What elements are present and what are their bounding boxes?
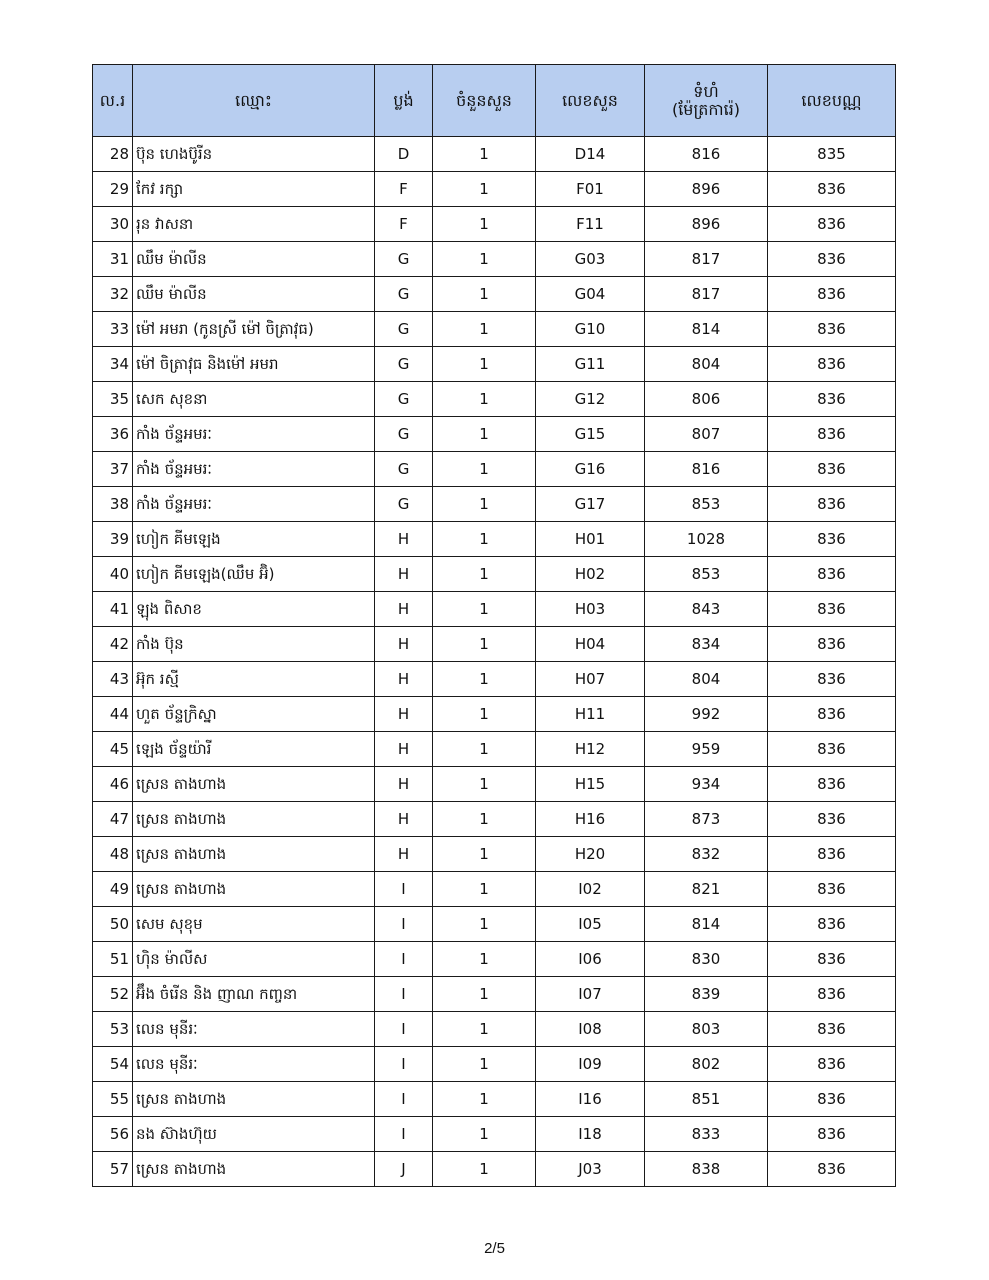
cell-cert-no: 836 — [768, 277, 896, 312]
cell-block: F — [375, 172, 433, 207]
cell-no: 46 — [93, 767, 133, 802]
cell-size: 806 — [645, 382, 768, 417]
cell-no: 43 — [93, 662, 133, 697]
cell-garden-no: G16 — [536, 452, 645, 487]
cell-count: 1 — [433, 732, 536, 767]
cell-cert-no: 836 — [768, 347, 896, 382]
cell-garden-no: I16 — [536, 1082, 645, 1117]
cell-size: 830 — [645, 942, 768, 977]
table-row — [93, 837, 896, 872]
cell-no: 56 — [93, 1117, 133, 1152]
cell-name: ស្រេន តាងហាង — [133, 1082, 375, 1117]
cell-block: H — [375, 697, 433, 732]
cell-garden-no: H02 — [536, 557, 645, 592]
cell-garden-no: I08 — [536, 1012, 645, 1047]
cell-count: 1 — [433, 242, 536, 277]
cell-block: H — [375, 732, 433, 767]
table-row — [93, 417, 896, 452]
cell-count: 1 — [433, 662, 536, 697]
cell-garden-no: H04 — [536, 627, 645, 662]
table-row — [93, 697, 896, 732]
cell-no: 32 — [93, 277, 133, 312]
cell-no: 39 — [93, 522, 133, 557]
cell-no: 33 — [93, 312, 133, 347]
cell-name: សេម សុខុម — [133, 907, 375, 942]
cell-cert-no: 835 — [768, 137, 896, 172]
cell-block: H — [375, 522, 433, 557]
cell-no: 49 — [93, 872, 133, 907]
land-registry-table — [92, 64, 896, 1187]
cell-size: 814 — [645, 907, 768, 942]
cell-garden-no: I05 — [536, 907, 645, 942]
table-row — [93, 732, 896, 767]
cell-block: I — [375, 1012, 433, 1047]
cell-cert-no: 836 — [768, 872, 896, 907]
header-size-label: ទំហំ — [693, 81, 719, 101]
cell-count: 1 — [433, 137, 536, 172]
cell-name: កាំង ប៊ុន — [133, 627, 375, 662]
cell-size: 873 — [645, 802, 768, 837]
table-row — [93, 592, 896, 627]
cell-garden-no: H16 — [536, 802, 645, 837]
cell-garden-no: J03 — [536, 1152, 645, 1187]
cell-count: 1 — [433, 697, 536, 732]
table-row — [93, 312, 896, 347]
cell-name: ឡេង ច័ន្ទយ៉ារី — [133, 732, 375, 767]
cell-size: 853 — [645, 487, 768, 522]
cell-no: 34 — [93, 347, 133, 382]
cell-size: 817 — [645, 242, 768, 277]
cell-size: 843 — [645, 592, 768, 627]
cell-name: លេន មុនីរៈ — [133, 1012, 375, 1047]
cell-cert-no: 836 — [768, 732, 896, 767]
cell-name: អ៊ឹង ចំរើន និង ញាណ កញ្ចនា — [133, 977, 375, 1012]
cell-block: I — [375, 942, 433, 977]
cell-count: 1 — [433, 207, 536, 242]
cell-garden-no: H03 — [536, 592, 645, 627]
cell-count: 1 — [433, 837, 536, 872]
cell-name: ហៀក គីមឡេង — [133, 522, 375, 557]
cell-name: ម៉ៅ ចិត្រាវុធ និងម៉ៅ អមរា — [133, 347, 375, 382]
table-row — [93, 522, 896, 557]
cell-garden-no: G11 — [536, 347, 645, 382]
cell-name: ស្រេន តាងហាង — [133, 767, 375, 802]
cell-name: កែវ រក្សា — [133, 172, 375, 207]
cell-size: 851 — [645, 1082, 768, 1117]
cell-no: 54 — [93, 1047, 133, 1082]
cell-garden-no: I18 — [536, 1117, 645, 1152]
header-cert-no: លេខបណ្ណ — [768, 65, 896, 137]
cell-name: ឈឹម ម៉ាលីន — [133, 242, 375, 277]
cell-count: 1 — [433, 522, 536, 557]
cell-name: ហ៊ិន ម៉ាលីស — [133, 942, 375, 977]
cell-count: 1 — [433, 452, 536, 487]
cell-cert-no: 836 — [768, 767, 896, 802]
cell-no: 29 — [93, 172, 133, 207]
cell-no: 48 — [93, 837, 133, 872]
table-row — [93, 452, 896, 487]
cell-name: ស្រេន តាងហាង — [133, 802, 375, 837]
cell-no: 30 — [93, 207, 133, 242]
cell-cert-no: 836 — [768, 1117, 896, 1152]
cell-size: 816 — [645, 137, 768, 172]
cell-name: រុន វាសនា — [133, 207, 375, 242]
table-row — [93, 872, 896, 907]
header-block: ប្លង់ — [375, 65, 433, 137]
cell-block: H — [375, 837, 433, 872]
cell-count: 1 — [433, 872, 536, 907]
cell-garden-no: H01 — [536, 522, 645, 557]
cell-name: ប៊ុន ហេងប៊ូរីន — [133, 137, 375, 172]
table-row — [93, 1012, 896, 1047]
cell-size: 834 — [645, 627, 768, 662]
cell-size: 802 — [645, 1047, 768, 1082]
cell-cert-no: 836 — [768, 1012, 896, 1047]
cell-block: I — [375, 872, 433, 907]
header-size — [645, 65, 768, 137]
cell-size: 833 — [645, 1117, 768, 1152]
cell-size: 804 — [645, 347, 768, 382]
cell-cert-no: 836 — [768, 837, 896, 872]
cell-cert-no: 836 — [768, 1152, 896, 1187]
header-count: ចំនួនសួន — [433, 65, 536, 137]
cell-count: 1 — [433, 1047, 536, 1082]
cell-block: H — [375, 767, 433, 802]
cell-name: ឈឹម ម៉ាលីន — [133, 277, 375, 312]
table-row — [93, 172, 896, 207]
cell-size: 1028 — [645, 522, 768, 557]
cell-size: 838 — [645, 1152, 768, 1187]
cell-size: 817 — [645, 277, 768, 312]
cell-size: 816 — [645, 452, 768, 487]
cell-no: 40 — [93, 557, 133, 592]
cell-size: 832 — [645, 837, 768, 872]
cell-block: H — [375, 662, 433, 697]
cell-cert-no: 836 — [768, 242, 896, 277]
cell-count: 1 — [433, 592, 536, 627]
cell-block: G — [375, 452, 433, 487]
cell-name: កាំង ច័ន្ទអមរៈ — [133, 452, 375, 487]
header-name: ឈ្មោះ — [133, 65, 375, 137]
cell-name: កាំង ច័ន្ទអមរៈ — [133, 487, 375, 522]
cell-garden-no: H15 — [536, 767, 645, 802]
header-garden-no: លេខសួន — [536, 65, 645, 137]
cell-block: J — [375, 1152, 433, 1187]
cell-cert-no: 836 — [768, 907, 896, 942]
cell-cert-no: 836 — [768, 942, 896, 977]
cell-cert-no: 836 — [768, 662, 896, 697]
cell-name: នង ស៊ាងហ៊ុយ — [133, 1117, 375, 1152]
cell-count: 1 — [433, 1082, 536, 1117]
cell-count: 1 — [433, 627, 536, 662]
table-row — [93, 242, 896, 277]
cell-count: 1 — [433, 172, 536, 207]
cell-count: 1 — [433, 977, 536, 1012]
table-row — [93, 802, 896, 837]
cell-size: 803 — [645, 1012, 768, 1047]
cell-count: 1 — [433, 1152, 536, 1187]
table-row — [93, 1152, 896, 1187]
cell-no: 50 — [93, 907, 133, 942]
cell-cert-no: 836 — [768, 417, 896, 452]
cell-size: 959 — [645, 732, 768, 767]
cell-no: 55 — [93, 1082, 133, 1117]
cell-cert-no: 836 — [768, 207, 896, 242]
header-row — [93, 65, 896, 137]
cell-cert-no: 836 — [768, 802, 896, 837]
cell-name: ស្រេន តាងហាង — [133, 872, 375, 907]
cell-garden-no: H12 — [536, 732, 645, 767]
cell-count: 1 — [433, 1117, 536, 1152]
cell-block: D — [375, 137, 433, 172]
cell-no: 36 — [93, 417, 133, 452]
cell-size: 814 — [645, 312, 768, 347]
cell-block: H — [375, 627, 433, 662]
cell-name: អ៊ុក រស្មី — [133, 662, 375, 697]
cell-cert-no: 836 — [768, 452, 896, 487]
cell-count: 1 — [433, 312, 536, 347]
cell-cert-no: 836 — [768, 382, 896, 417]
cell-no: 51 — [93, 942, 133, 977]
cell-block: H — [375, 557, 433, 592]
table-row — [93, 207, 896, 242]
cell-block: G — [375, 487, 433, 522]
cell-cert-no: 836 — [768, 557, 896, 592]
cell-block: G — [375, 242, 433, 277]
cell-no: 42 — [93, 627, 133, 662]
cell-cert-no: 836 — [768, 977, 896, 1012]
cell-count: 1 — [433, 487, 536, 522]
cell-no: 57 — [93, 1152, 133, 1187]
cell-no: 41 — [93, 592, 133, 627]
cell-count: 1 — [433, 802, 536, 837]
page-number: 2/5 — [484, 1240, 505, 1257]
cell-count: 1 — [433, 767, 536, 802]
cell-block: G — [375, 312, 433, 347]
header-no: ល.រ — [93, 65, 133, 137]
cell-size: 896 — [645, 207, 768, 242]
cell-cert-no: 836 — [768, 592, 896, 627]
cell-name: លេន មុនីរៈ — [133, 1047, 375, 1082]
cell-garden-no: G04 — [536, 277, 645, 312]
cell-no: 28 — [93, 137, 133, 172]
cell-garden-no: I09 — [536, 1047, 645, 1082]
table-row — [93, 662, 896, 697]
cell-no: 35 — [93, 382, 133, 417]
cell-cert-no: 836 — [768, 522, 896, 557]
cell-garden-no: D14 — [536, 137, 645, 172]
cell-garden-no: G12 — [536, 382, 645, 417]
cell-cert-no: 836 — [768, 1047, 896, 1082]
cell-count: 1 — [433, 907, 536, 942]
cell-name: សេក សុខនា — [133, 382, 375, 417]
table-row — [93, 907, 896, 942]
cell-no: 44 — [93, 697, 133, 732]
cell-no: 52 — [93, 977, 133, 1012]
table-row — [93, 382, 896, 417]
table-row — [93, 487, 896, 522]
table-row — [93, 557, 896, 592]
cell-name: ហៀក គីមឡេង(ឈឹម អ៊ិ) — [133, 557, 375, 592]
cell-name: ឡុង ពិសាខ — [133, 592, 375, 627]
table-row — [93, 977, 896, 1012]
cell-cert-no: 836 — [768, 697, 896, 732]
cell-block: H — [375, 592, 433, 627]
cell-garden-no: G10 — [536, 312, 645, 347]
table-row — [93, 1117, 896, 1152]
cell-garden-no: I07 — [536, 977, 645, 1012]
cell-size: 934 — [645, 767, 768, 802]
table-row — [93, 137, 896, 172]
cell-block: G — [375, 277, 433, 312]
table-row — [93, 347, 896, 382]
cell-count: 1 — [433, 942, 536, 977]
cell-size: 807 — [645, 417, 768, 452]
cell-count: 1 — [433, 1012, 536, 1047]
cell-name: ម៉ៅ អមរា (កូនស្រី ម៉ៅ ចិត្រាវុធ) — [133, 312, 375, 347]
cell-garden-no: I06 — [536, 942, 645, 977]
cell-garden-no: H11 — [536, 697, 645, 732]
cell-count: 1 — [433, 347, 536, 382]
cell-block: I — [375, 1117, 433, 1152]
cell-name: ស្រេន តាងហាង — [133, 837, 375, 872]
cell-block: H — [375, 802, 433, 837]
cell-name: ហួត ច័ន្ទក្រិស្នា — [133, 697, 375, 732]
cell-block: F — [375, 207, 433, 242]
cell-block: I — [375, 907, 433, 942]
cell-size: 839 — [645, 977, 768, 1012]
cell-garden-no: F01 — [536, 172, 645, 207]
cell-name: ស្រេន តាងហាង — [133, 1152, 375, 1187]
cell-size: 821 — [645, 872, 768, 907]
cell-size: 992 — [645, 697, 768, 732]
cell-size: 853 — [645, 557, 768, 592]
table-header — [93, 65, 896, 137]
cell-size: 804 — [645, 662, 768, 697]
cell-garden-no: F11 — [536, 207, 645, 242]
cell-garden-no: H20 — [536, 837, 645, 872]
table-row — [93, 1047, 896, 1082]
table-row — [93, 767, 896, 802]
cell-no: 45 — [93, 732, 133, 767]
cell-count: 1 — [433, 382, 536, 417]
cell-garden-no: I02 — [536, 872, 645, 907]
table-row — [93, 942, 896, 977]
cell-garden-no: G03 — [536, 242, 645, 277]
table-row — [93, 627, 896, 662]
cell-block: G — [375, 347, 433, 382]
cell-block: I — [375, 1082, 433, 1117]
table-row — [93, 277, 896, 312]
cell-cert-no: 836 — [768, 172, 896, 207]
cell-name: កាំង ច័ន្ទអមរៈ — [133, 417, 375, 452]
cell-cert-no: 836 — [768, 312, 896, 347]
cell-garden-no: G15 — [536, 417, 645, 452]
cell-cert-no: 836 — [768, 487, 896, 522]
cell-block: G — [375, 382, 433, 417]
table-row — [93, 1082, 896, 1117]
cell-count: 1 — [433, 557, 536, 592]
cell-block: I — [375, 1047, 433, 1082]
cell-count: 1 — [433, 277, 536, 312]
cell-size: 896 — [645, 172, 768, 207]
cell-no: 38 — [93, 487, 133, 522]
cell-no: 53 — [93, 1012, 133, 1047]
cell-no: 47 — [93, 802, 133, 837]
cell-cert-no: 836 — [768, 1082, 896, 1117]
cell-cert-no: 836 — [768, 627, 896, 662]
cell-no: 37 — [93, 452, 133, 487]
cell-garden-no: G17 — [536, 487, 645, 522]
table-body — [93, 137, 896, 1187]
cell-block: I — [375, 977, 433, 1012]
cell-garden-no: H07 — [536, 662, 645, 697]
header-size-unit: (ម៉ែត្រការ៉េ) — [671, 99, 741, 119]
cell-block: G — [375, 417, 433, 452]
cell-no: 31 — [93, 242, 133, 277]
cell-count: 1 — [433, 417, 536, 452]
